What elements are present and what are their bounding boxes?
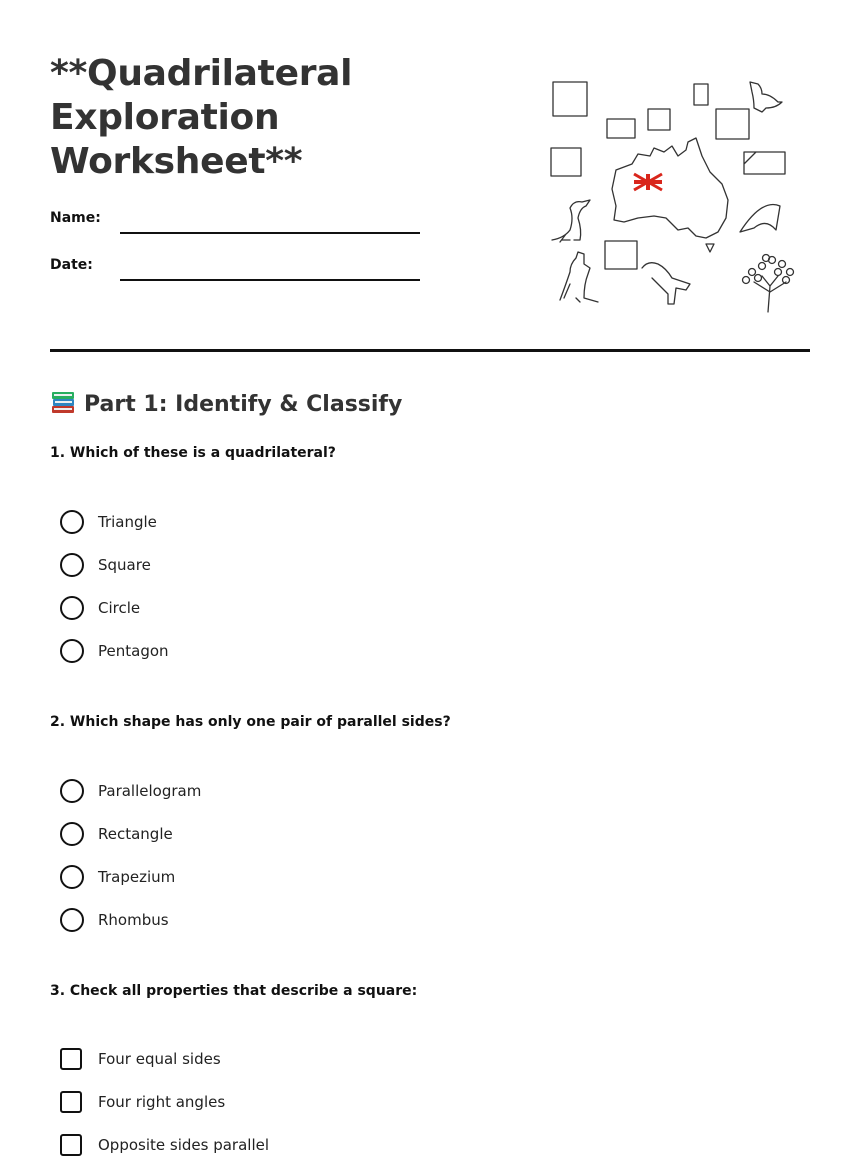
option-opposite-sides-parallel[interactable] — [60, 1132, 269, 1158]
checkbox[interactable] — [60, 1048, 82, 1070]
option-label: Rectangle — [98, 825, 173, 843]
radio-button[interactable] — [60, 639, 84, 663]
option-label: Triangle — [98, 513, 157, 531]
option-label: Parallelogram — [98, 782, 202, 800]
option-trapezium[interactable] — [60, 864, 175, 890]
option-parallelogram[interactable] — [60, 778, 201, 804]
worksheet-title: **Quadrilateral Exploration Worksheet** — [50, 53, 353, 182]
radio-button[interactable] — [60, 596, 84, 620]
checkbox[interactable] — [60, 1134, 82, 1156]
option-circle[interactable] — [60, 595, 140, 621]
option-four-equal-sides[interactable] — [60, 1046, 221, 1072]
option-rhombus[interactable] — [60, 907, 169, 933]
rectangle-shape — [694, 84, 708, 105]
square-shape — [551, 148, 581, 176]
flag-icon — [634, 174, 662, 190]
square-shape — [605, 241, 637, 269]
section-title-text: Part 1: Identify & Classify — [84, 392, 403, 417]
option-square[interactable] — [60, 552, 151, 578]
section-title-part1 — [50, 388, 402, 417]
question-2: 2. Which shape has only one pair of parallel sides? — [50, 714, 451, 730]
square-shape — [553, 82, 587, 116]
option-label: Trapezium — [98, 868, 176, 886]
date-field[interactable] — [120, 279, 420, 281]
option-label: Square — [98, 556, 151, 574]
name-field[interactable] — [120, 232, 420, 234]
header-divider — [50, 349, 810, 352]
australia-map — [612, 138, 728, 238]
books-icon — [50, 388, 76, 416]
date-label: Date: — [50, 257, 93, 273]
rectangle-shape — [607, 119, 635, 138]
radio-button[interactable] — [60, 908, 84, 932]
option-label: Four right angles — [98, 1093, 226, 1111]
option-four-right-angles[interactable] — [60, 1089, 225, 1115]
option-label: Rhombus — [98, 911, 169, 929]
option-rectangle[interactable] — [60, 821, 173, 847]
animal-figure — [642, 263, 690, 304]
australia-illustration — [540, 72, 810, 322]
square-shape — [648, 109, 670, 130]
square-shape — [716, 109, 749, 139]
option-label: Opposite sides parallel — [98, 1136, 270, 1154]
option-label: Four equal sides — [98, 1050, 221, 1068]
question-3: 3. Check all properties that describe a square: — [50, 983, 418, 999]
radio-button[interactable] — [60, 510, 84, 534]
question-1: 1. Which of these is a quadrilateral? — [50, 445, 336, 461]
option-label: Pentagon — [98, 642, 169, 660]
name-label: Name: — [50, 210, 101, 226]
kangaroo-figure — [560, 252, 598, 302]
option-pentagon[interactable] — [60, 638, 169, 664]
radio-button[interactable] — [60, 865, 84, 889]
option-triangle[interactable] — [60, 509, 157, 535]
parallelogram-shape — [744, 152, 785, 174]
radio-button[interactable] — [60, 553, 84, 577]
kangaroo-figure — [750, 82, 782, 112]
kangaroo-figure — [552, 200, 590, 242]
radio-button[interactable] — [60, 822, 84, 846]
arch-shape — [740, 204, 780, 232]
checkbox[interactable] — [60, 1091, 82, 1113]
option-label: Circle — [98, 599, 141, 617]
radio-button[interactable] — [60, 779, 84, 803]
